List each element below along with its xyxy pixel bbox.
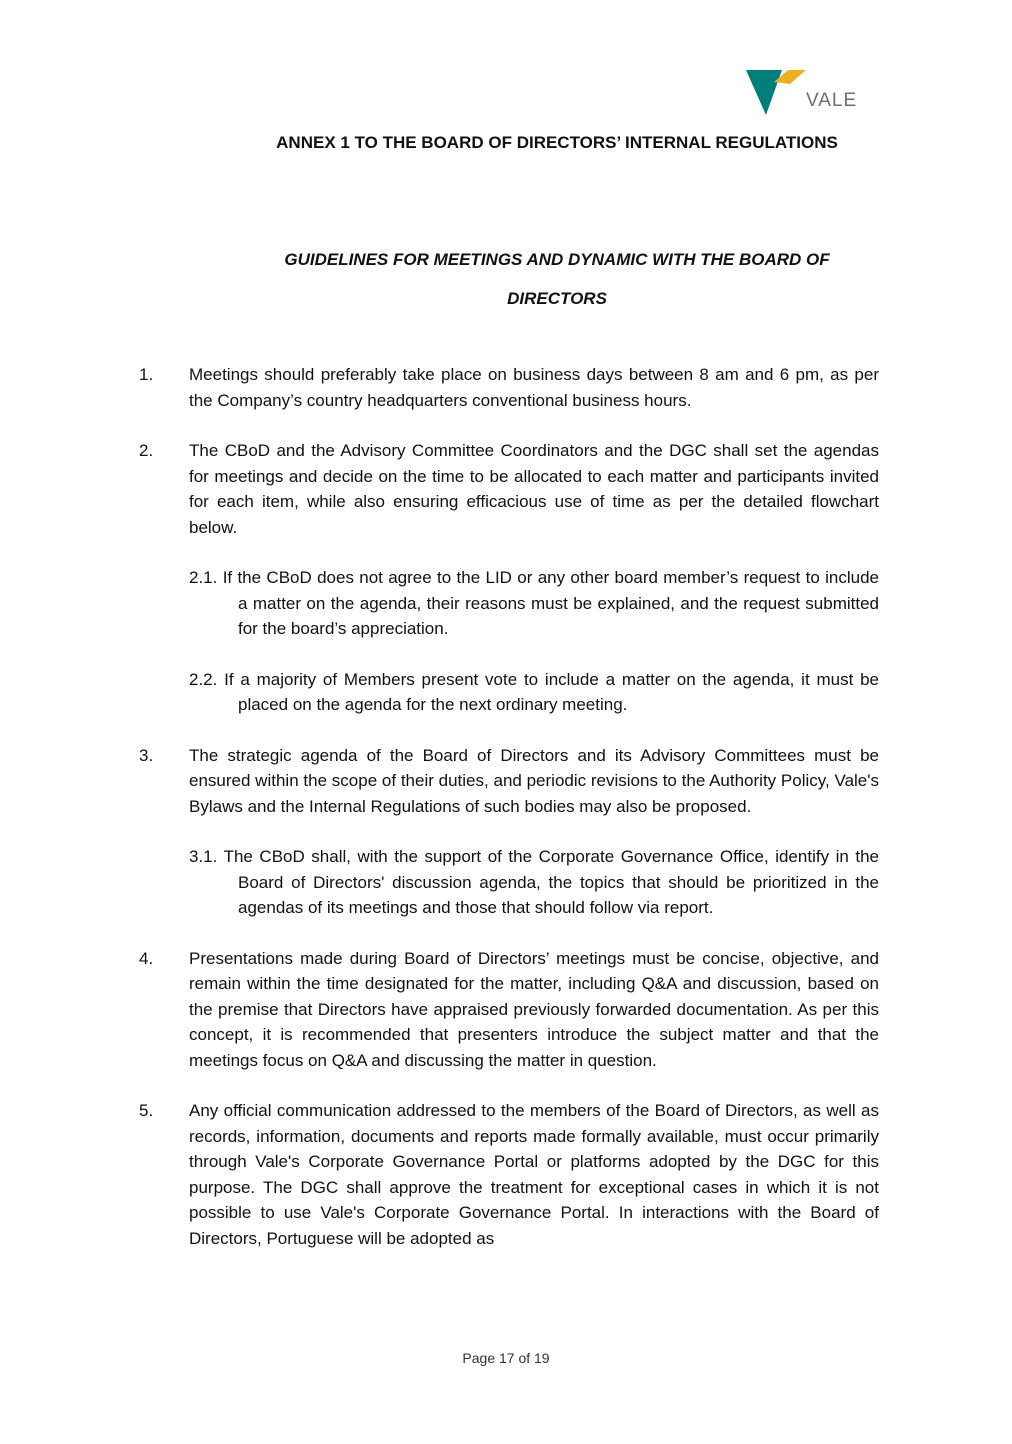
page-footer: Page 17 of 19 — [462, 1350, 550, 1366]
item-text: Presentations made during Board of Directors’ meetings must be concise, objective, and remain within the time designated for the matter, including Q&A and discussion, based on the premise that Directors have appraised previously forwarded documentation. As per this concept, it is recommended that presenters introduce the subject matter and that the meetings focus on Q&A and discussing the matter in question. — [189, 948, 879, 1070]
vale-logo — [744, 68, 868, 118]
item-text: Meetings should preferably take place on business days between 8 am and 6 pm, as per the Company’s country headquarters conventional business hours. — [189, 365, 879, 410]
sub-list-item — [189, 565, 879, 642]
sub-item-number: 2.1. — [189, 568, 218, 587]
item-number: 5. — [139, 1101, 154, 1120]
logo-teal-shape — [746, 70, 782, 115]
item-number: 4. — [139, 948, 154, 968]
list-item — [139, 946, 879, 1074]
sub-item-number: 2.2. — [189, 669, 218, 689]
item-number: 1. — [139, 365, 154, 384]
guidelines-title: GUIDELINES FOR MEETINGS AND DYNAMIC WITH THE BOARD OF DIRECTORS — [284, 250, 830, 308]
logo-text: VALE — [806, 90, 858, 111]
list-item — [139, 438, 879, 540]
annex-title: ANNEX 1 TO THE BOARD OF DIRECTORS’ INTERNAL REGULATIONS — [276, 133, 838, 152]
sub-item-text: If a majority of Members present vote to include a matter on the agenda, it must be placed on the agenda for the next ordinary meeting. — [224, 669, 879, 714]
list-item — [139, 1098, 879, 1251]
item-number: 2. — [139, 441, 154, 460]
list-item — [139, 362, 879, 413]
guidelines-list — [139, 362, 879, 1276]
item-number: 3. — [139, 745, 154, 765]
vale-logo-icon — [744, 68, 806, 118]
sub-list-item — [189, 844, 879, 921]
list-item — [139, 743, 879, 820]
item-text: The strategic agenda of the Board of Directors and its Advisory Committees must be ensured within the scope of their duties, and periodic revisions to the Authority Policy, Vale's Bylaws and the Internal Regulations of such bodies may also be proposed. — [189, 745, 879, 816]
sub-list-item — [189, 667, 879, 718]
sub-item-text: The CBoD shall, with the support of the Corporate Governance Office, identify in the Board of Directors' discussion agenda, the topics that should be prioritized in the agendas of its meetings and those that should follow via report. — [223, 847, 879, 917]
sub-item-text: If the CBoD does not agree to the LID or any other board member’s request to include a matter on the agenda, their reasons must be explained, and the request submitted for the board’s appreciation. — [222, 568, 879, 638]
item-text: The CBoD and the Advisory Committee Coordinators and the DGC shall set the agendas for meetings and decide on the time to be allocated to each matter and participants invited for each item, while also ensuring efficacious use of time as per the detailed flowchart below. — [189, 441, 879, 537]
sub-item-number: 3.1. — [189, 847, 218, 866]
item-text: Any official communication addressed to the members of the Board of Directors, as well as records, information, documents and reports made formally available, must occur primarily through Vale's Corporate Governance Portal or platforms adopted by the DGC for this purpose. The DGC shall approve the treatment for exceptional cases in which it is not possible to use Vale's Corporate Governance Portal. In interactions with the Board of Directors, Portuguese will be adopted as — [189, 1101, 879, 1248]
